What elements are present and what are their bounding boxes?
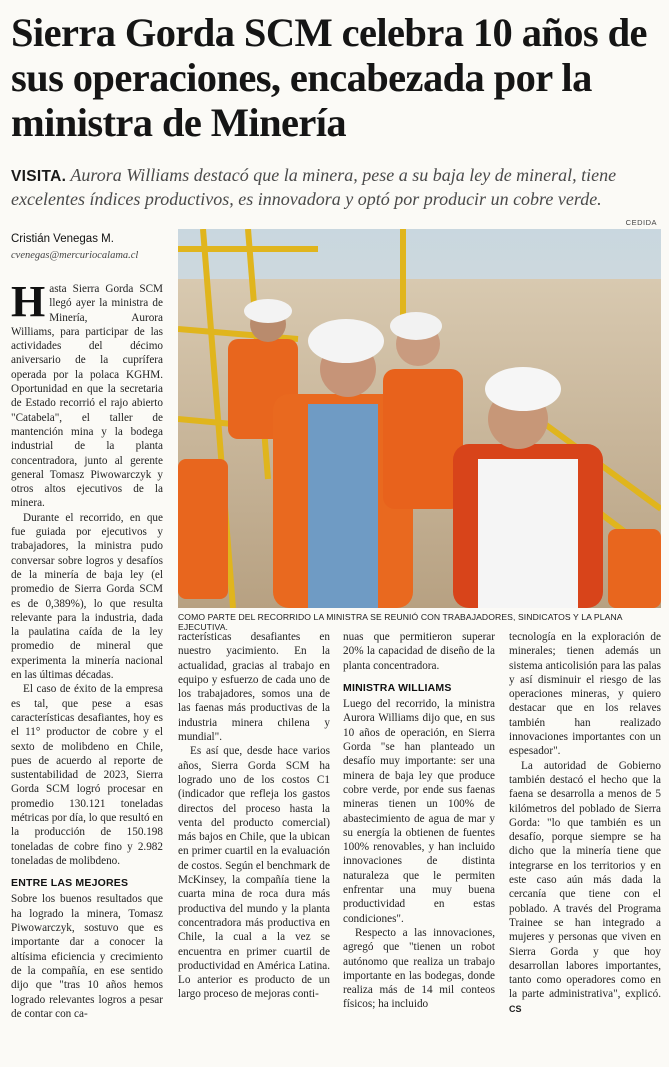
paragraph-text: La autoridad de Gobierno también destacó el hecho que la faena se desarrolla a menos de 5 kilómetros del poblado de Sierra Gorda: "lo que también es un desafío, porque siempre se ha dicho que la minería tiene que integrarse en los territorios y en este caso aún más dada la cercanía que tiene con el poblado. A través del Programa Trainee se han integrado a mujeres y personas que viven en Sierra Gorda y que hoy desarrollan labores importantes, tanto como operadores como en la parte administrativa", explicó. — [509, 759, 661, 1001]
paragraph — [509, 759, 661, 1016]
paragraph — [11, 277, 163, 511]
photo-caption: COMO PARTE DEL RECORRIDO LA MINISTRA SE REUNIÓ CON TRABAJADORES, SINDICATOS Y LA PLANA EJECUTIVA. — [178, 612, 623, 632]
article-column-4 — [509, 630, 661, 1016]
paragraph: Luego del recorrido, la ministra Aurora Williams dijo que, en sus 10 años de operación, en Sierra Gorda "se han planteado un desafío muy importante: ser una minera de baja ley que produce cobre verde, por ende sus faenas mineras tienen un 100% de abastecimiento de agua de mar y su energía la obtienen de fuentes 100% renovables, y han incluido innovaciones de distinta naturaleza que le permiten enfrentar una muy buena productividad en estas condiciones". — [343, 698, 495, 925]
photo-illustration — [178, 229, 661, 608]
paragraph: Durante el recorrido, en que fue guiada por ejecutivos y trabajadores, la ministra pudo conversar sobre logros y desafíos de la minería de baja ley (el promedio de Sierra Gorda SCM es de 0,389%), lo que resulta relevante para la industria, dada la paulatina caída de la ley promedio de mineral que experimenta la minería nacional en las últimas décadas. — [11, 511, 163, 682]
dropcap: H — [11, 277, 46, 326]
paragraph: Respecto a las innovaciones, agregó que "tienen un robot autónomo que realiza un trabajo importante en las bodegas, donde realiza más de 14 mil conteos físicos; ha incluido — [343, 926, 495, 1011]
article-column-3 — [343, 630, 495, 1012]
end-mark: CS — [509, 1003, 522, 1014]
paragraph: Sobre los buenos resultados que ha logrado la minera, Tomasz Piwowarczyk, sostuvo que es importante dar a conocer la altísima eficiencia y crecimiento de la compañía, en ese sentido dijo que "tras 10 años hemos logrado relevantes logros a pesar de contar con ca- — [11, 893, 163, 1020]
lede — [11, 164, 659, 210]
article-column-2 — [178, 630, 330, 1002]
paragraph: tecnología en la exploración de minerales; tienen además un sistema anticolisión para las palas y así disminuir el riesgo de las operaciones mineras, y quiero destacar que en los relaves también han realizado innovaciones importantes con un espesador". — [509, 631, 661, 758]
subheading-entre-las-mejores: ENTRE LAS MEJORES — [11, 877, 129, 890]
paragraph: Es así que, desde hace varios años, Sierra Gorda SCM ha logrado uno de los costos C1 (indicador que refleja los gastos directos del proceso hasta la venta del producto comercial) más bajos en Chile, que la ubican en primer cuartil en la evaluación de costos. Según el benchmark de McKinsey, la compañía tiene la cuarta mina de roca dura más productiva del mundo y la planta concentradora más productiva en Chile, la cual a la vez se encuentra en primer cuartil de productividad en América Latina. Lo anterior es producto de un largo proceso de mejoras conti- — [178, 745, 330, 1001]
subheading-ministra-williams: MINISTRA WILLIAMS — [343, 681, 452, 694]
paragraph-text: asta Sierra Gorda SCM llegó ayer la ministra de Minería, Aurora Williams, para participar de las actividades del décimo aniversario de la cuprífera operada por la polaca KGHM. Oportunidad en que la secretaria de Estado recorrió el rajo abierto "Catabela", el taller de mantención mina y la bodega industrial de la planta concentradora, junto al gerente general Tomasz Piwowarczyk y otros altos ejecutivos de la minera. — [11, 283, 163, 510]
paragraph: racterísticas desafiantes en nuestro yacimiento. En la actualidad, gracias al trabajo en equipo y esfuerzo de cada uno de los trabajadores, somos una de las faenas más productivas de la industria minera chilena y mundial". — [178, 631, 330, 744]
photo-credit: CEDIDA — [625, 218, 657, 227]
author-name: Cristián Venegas M. — [11, 233, 114, 245]
article-photo — [178, 229, 661, 608]
headline: Sierra Gorda SCM celebra 10 años de sus operaciones, encabezada por la ministra de Minería — [11, 10, 647, 145]
lede-text: Aurora Williams destacó que la minera, pese a su baja ley de mineral, tiene excelentes índices productivos, es innovadora y optó por producir un cobre verde. — [11, 165, 617, 209]
article-column-1 — [11, 277, 163, 1021]
lede-tag: VISITA. — [11, 168, 67, 185]
paragraph: El caso de éxito de la empresa es tal, que pese a esas características desafiantes, hoy es el 11° productor de cobre y el sexto de molibdeno en Chile, pues de acuerdo al reporte de sustentabilidad de 2023, Sierra Gorda SCM logró procesar en promedio 130.121 toneladas métricas por día, lo que resultó en la producción de 150.198 toneladas de cobre fino y 2.982 toneladas de molibdeno. — [11, 683, 163, 867]
paragraph: nuas que permitieron superar 20% la capacidad de diseño de la planta concentradora. — [343, 631, 495, 672]
byline — [11, 233, 171, 261]
author-email[interactable]: cvenegas@mercuriocalama.cl — [11, 250, 139, 261]
